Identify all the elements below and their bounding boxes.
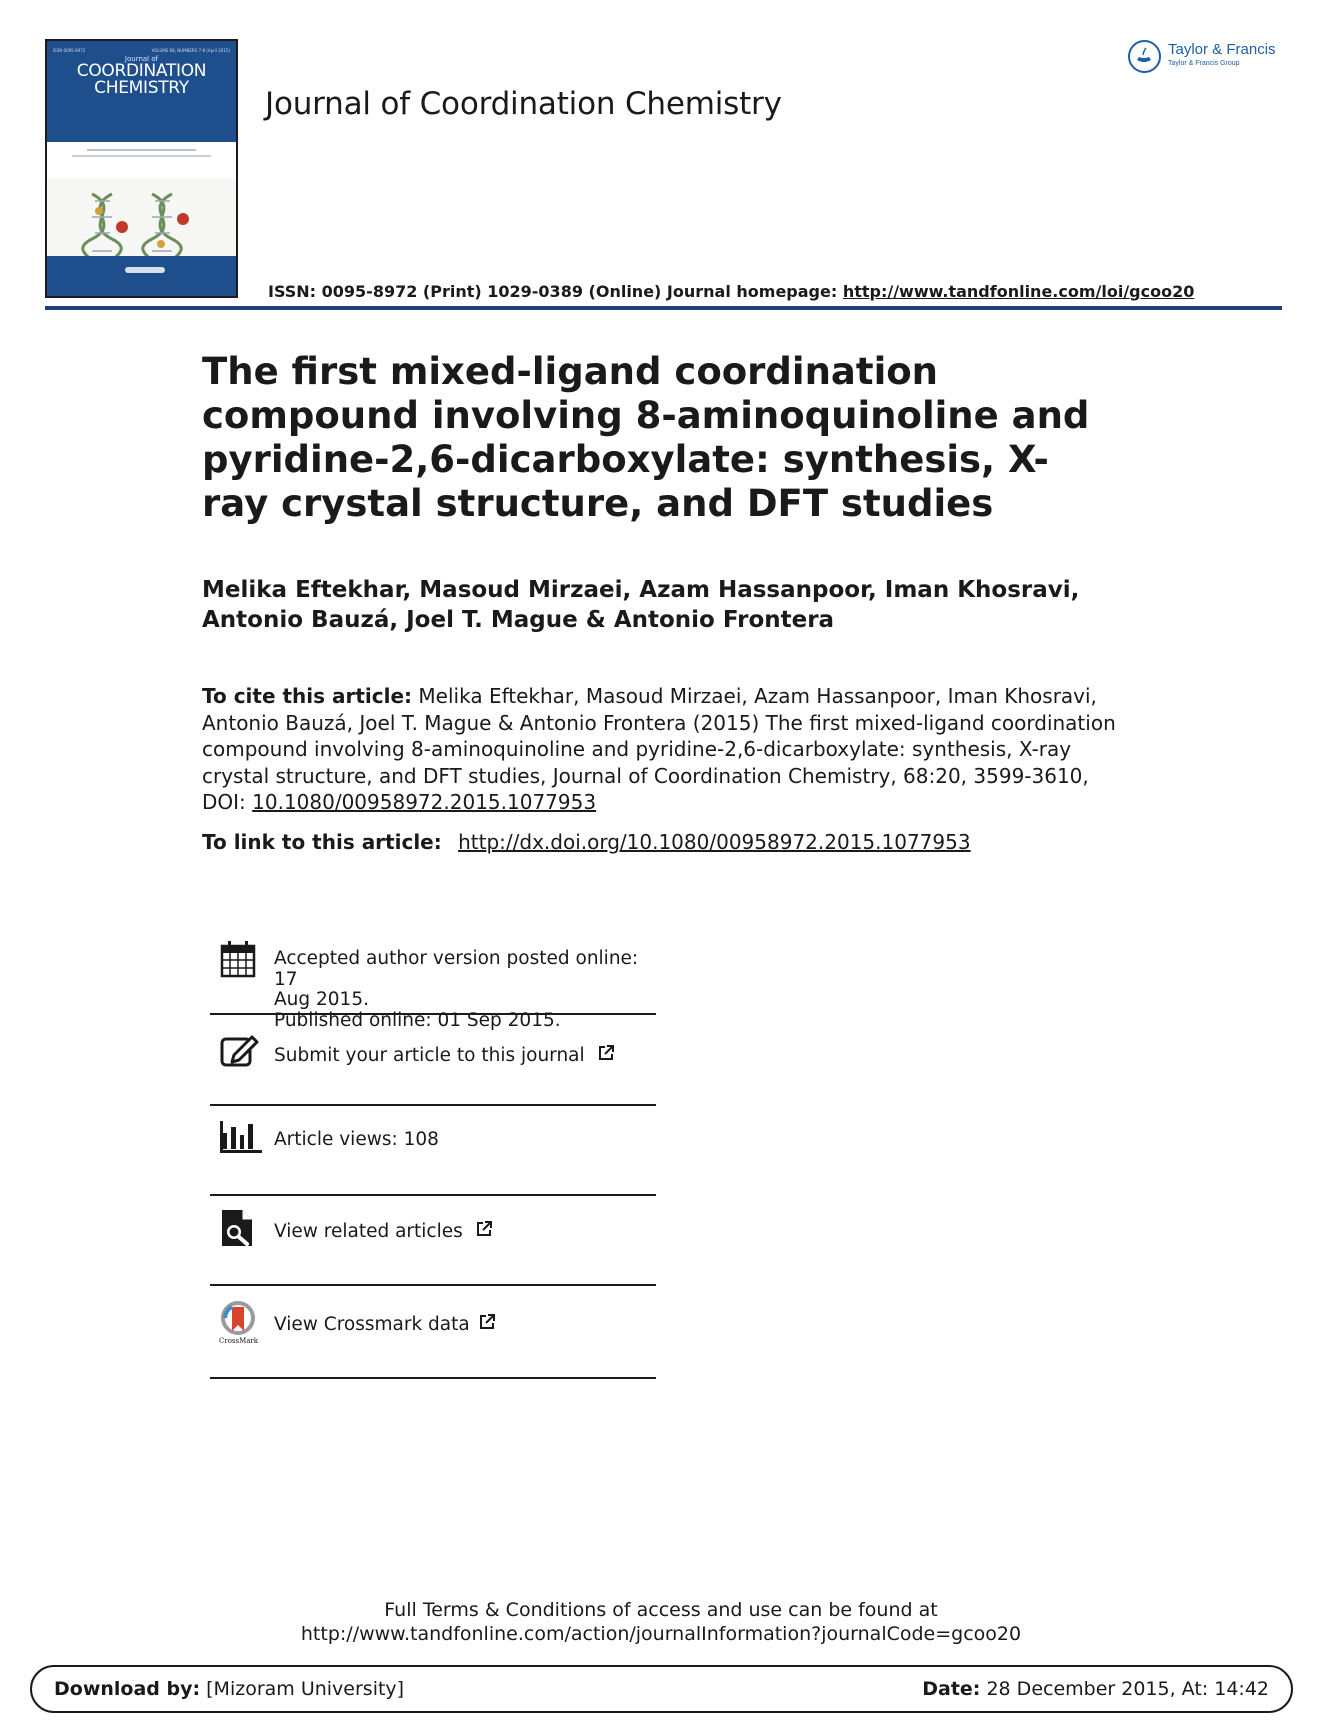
article-views-row [210,1106,656,1196]
download-label: Download by: [54,1678,201,1700]
crossmark-logo [220,1301,260,1349]
journal-cover-image [45,39,238,298]
cover-meta [47,41,236,53]
cover-journal-of: Journal of [124,55,159,63]
crossmark-text: View Crossmark data [274,1314,470,1335]
edit-icon [220,1033,260,1067]
date-label: Date: [922,1678,981,1700]
article-link-line [202,830,971,854]
terms-notice [0,1598,1322,1646]
article-info-panel [210,935,656,1379]
publisher-group: Taylor & Francis Group [1168,60,1240,67]
submit-article-label [274,1044,615,1066]
crossmark-label [274,1313,496,1335]
lamp-icon [1128,40,1161,73]
citation-block [202,683,1132,816]
link-label: To link to this article: [202,830,442,854]
published-online: Published online: 01 Sep 2015. [274,1009,561,1031]
external-link-icon [475,1220,493,1238]
article-title: The first mixed-ligand coordination compound involving 8-aminoquinoline and pyridine-2,6-dicarboxylate: synthesis, X-ray crystal structure, and DFT studies [202,350,1090,525]
article-authors [202,575,1102,635]
accepted-line-2: Aug 2015. [274,989,369,1010]
cover-title-band [47,41,236,142]
download-by [54,1678,404,1700]
crossmark-row[interactable] [210,1286,656,1379]
external-link-icon [478,1313,496,1331]
issn-text: ISSN: 0095-8972 (Print) 1029-0389 (Online) Journal homepage: [268,282,838,301]
cite-text: Melika Eftekhar, Masoud Mirzaei, Azam Hassanpoor, Iman Khosravi, Antonio Bauzá, Joel T. Mague & Antonio Frontera (2015) The first mixed-ligand coordination compound involving 8-aminoquinoline and pyridine-2,6-dicarboxylate: synthesis, X-ray crystal structure, and DFT studies, Journal of Coordination Chemistry, 68:20, 3599-3610, DOI: [202,684,1116,814]
calendar-icon [220,940,256,978]
related-articles-row[interactable] [210,1196,656,1286]
submit-article-text: Submit your article to this journal [274,1045,585,1066]
cover-meta-left: ISSN 0095-8972 [53,48,86,53]
publication-dates-row [210,935,656,1031]
accepted-line-1: Accepted author version posted online: 17 [274,948,639,990]
cover-title-line1: COORDINATION [76,61,207,81]
authors-line-1: Melika Eftekhar, Masoud Mirzaei, Azam Hassanpoor, Iman Khosravi, [202,577,1080,603]
bar-chart-icon [220,1121,262,1153]
terms-line-1: Full Terms & Conditions of access and use can be found at [384,1599,938,1621]
download-value: [Mizoram University] [206,1678,405,1700]
article-views: Article views: 108 [274,1129,439,1150]
crossmark-icon [220,1301,256,1335]
download-date [922,1678,1269,1700]
cite-label: To cite this article: [202,684,413,708]
cite-doi-link[interactable]: 10.1080/00958972.2015.1077953 [252,790,597,814]
authors-line-2: Antonio Bauzá, Joel T. Mague & Antonio Frontera [202,607,835,633]
header-divider [45,306,1282,310]
download-info-bar [30,1665,1293,1713]
date-value: 28 December 2015, At: 14:42 [986,1678,1269,1700]
publisher-logo[interactable] [1128,38,1288,78]
article-doi-link[interactable]: http://dx.doi.org/10.1080/00958972.2015.1077953 [458,830,971,854]
journal-title: Journal of Coordination Chemistry [265,86,782,122]
cover-title-line2: CHEMISTRY [94,78,189,98]
cover-footer-band [47,256,236,296]
external-link-icon [597,1044,615,1062]
cover-meta-right: VOLUME 68, NUMBERS 7-8 (April 2015) [151,48,230,53]
journal-homepage-link[interactable]: http://www.tandfonline.com/loi/gcoo20 [842,282,1195,301]
terms-url[interactable]: http://www.tandfonline.com/action/journalInformation?journalCode=gcoo20 [300,1623,1022,1645]
publisher-name: Taylor & Francis [1168,41,1276,58]
related-articles-label [274,1220,493,1242]
document-search-icon [220,1208,254,1248]
crossmark-logo-text: CrossMark [219,1337,259,1345]
cover-editor-strip [47,142,236,178]
submit-article-row[interactable] [210,1015,656,1106]
issn-line [268,282,1194,301]
related-articles-text: View related articles [274,1221,463,1242]
